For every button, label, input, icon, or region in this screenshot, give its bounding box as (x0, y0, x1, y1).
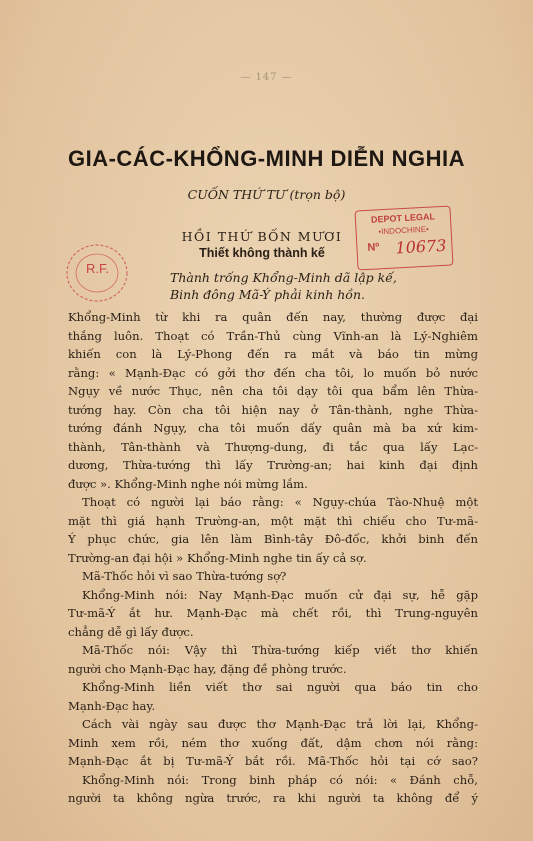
body-line: tướng đánh Ngụy, cha tôi muốn dấy quân mà ba xứ kim- (68, 421, 478, 435)
body-line: khiến con là Lý-Phong đến ra mắt và báo tin mừng (68, 347, 478, 361)
body-line: Mạnh-Đạc hay. (68, 698, 156, 713)
book-title: GIA-CÁC-KHỔNG-MINH DIỄN NGHIA (67, 146, 466, 171)
depot-legal-stamp (354, 206, 453, 271)
body-line: Tư-mã-Ý ắt hư. Mạnh-Đạc mà chết rồi, thì Trung-nguyên (68, 606, 478, 620)
body-line: thắng luôn. Thoạt có Trần-Thủ cùng Vĩnh-an là Lý-Nghiêm (68, 328, 478, 343)
body-line: Khổng-Minh nói: Nay Mạnh-Đạc muốn cử đại sự, hễ gặp (82, 587, 478, 602)
body-line: mặt thì giá hạnh Trường-an, một mặt thì chiếu cho Tư-mã- (68, 513, 478, 528)
book-subtitle: CUỐN THỨ TƯ (trọn bộ) (187, 187, 346, 202)
chapter-heading: Thiết không thành kế (199, 246, 325, 260)
body-line: tướng hay. Còn cha tôi hiện nay ở Tân-thành, nghe Thừa- (68, 402, 478, 417)
body-line: Khổng-Minh từ khi ra quân đến nay, thường được đại (68, 310, 478, 324)
page-number: — 147 — (240, 72, 293, 83)
chapter-verse-line-2: Binh đông Mã-Ý phải kinh hồn. (170, 287, 365, 302)
body-text (68, 308, 478, 808)
body-line: dương, Thừa-tướng thì lấy Trường-an; hai kinh đại định (68, 458, 478, 472)
body-line: Ý phục chức, gia lên làm Bình-tây Đô-đốc, khởi binh đến (68, 532, 478, 546)
library-seal-initials: R.F. (86, 261, 110, 276)
body-line: Khổng-Minh liền viết thơ sai người qua báo tin cho (82, 680, 478, 694)
depot-stamp-line-2: •INDOCHINE• (378, 224, 430, 237)
library-seal-stamp (64, 242, 134, 306)
body-line: Minh xem rồi, ném thơ xuống đất, dậm chơn nói rằng: (68, 735, 478, 750)
body-line: thành, Tân-thành và Thượng-dung, đi tắc qua lấy Lạc- (68, 439, 478, 454)
body-line: Thoạt có người lại báo rằng: « Ngụy-chúa Tào-Nhuệ một (82, 495, 478, 509)
body-line: rằng: « Mạnh-Đạc có gởi thơ đến cha tôi, lo muốn bỏ nước (68, 365, 478, 380)
chapter-number: HỒI THỨ BỐN MƯƠI (181, 229, 343, 244)
depot-stamp-line-1: DEPOT LEGAL (370, 211, 436, 225)
body-line: Ngụy về nước Thục, nên cha tôi dạy tôi qua bẩm lên Thừa- (68, 384, 478, 398)
body-line: Khổng-Minh nói: Trong binh pháp có nói: « Đánh chỗ, (82, 772, 478, 787)
chapter-verse-line-1: Thành trống Khổng-Minh dã lập kế, (170, 270, 397, 285)
body-line: Cách vài ngày sau được thơ Mạnh-Đạc trả lời lại, Khổng- (82, 717, 478, 731)
depot-stamp-number: 10673 (395, 235, 447, 258)
body-line: người ta không ngừa trước, ra khi người ta không để ý (68, 791, 478, 805)
depot-stamp-label: Nº (367, 241, 380, 254)
body-line: Mạnh-Đạc ắt bị Tư-mã-Ý bắt rồi. Mã-Thốc hỏi tại cớ sao? (68, 754, 478, 768)
body-line: chẳng dễ gì lấy được. (68, 624, 194, 639)
body-line: Mã-Thốc hỏi vì sao Thừa-tướng sợ? (82, 569, 287, 583)
body-line: Trường-an đại hội » Khổng-Minh nghe tin ấy cả sợ. (68, 550, 367, 565)
body-line: Mã-Thốc nói: Vậy thì Thừa-tướng kiếp viết thơ khiến (82, 643, 478, 657)
body-line: người cho Mạnh-Đạc hay, đặng đề phòng trước. (68, 661, 347, 676)
body-line: được ». Khổng-Minh nghe nói mừng lắm. (68, 476, 308, 491)
